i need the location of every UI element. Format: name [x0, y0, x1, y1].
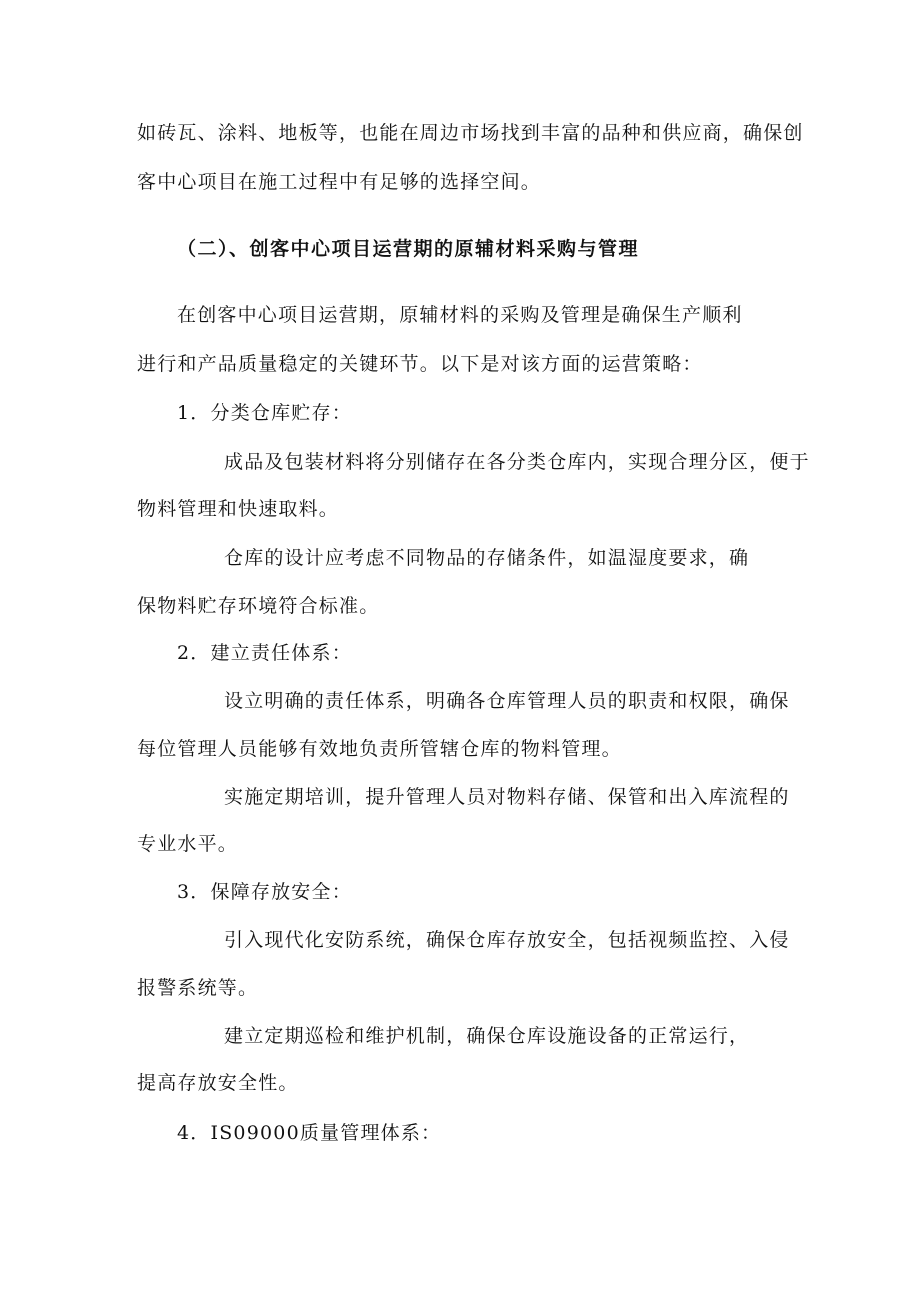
- paragraph-line: 保物料贮存环境符合标准。: [137, 595, 380, 617]
- paragraph-line: 设立明确的责任体系，明确各仓库管理人员的职责和权限，确保: [224, 690, 790, 712]
- list-item-title: 4．IS09000质量管理体系：: [177, 1122, 442, 1144]
- paragraph-line: 物料管理和快速取料。: [137, 498, 340, 520]
- list-item-title: 1．分类仓库贮存：: [177, 402, 352, 424]
- paragraph-line: 建立定期巡检和维护机制，确保仓库设施设备的正常运行，: [224, 1025, 750, 1047]
- list-item-title: 2．建立责任体系：: [177, 642, 352, 664]
- paragraph-line: 成品及包装材料将分别储存在各分类仓库内，实现合理分区，便于: [224, 451, 810, 473]
- paragraph-line: 在创客中心项目运营期，原辅材料的采购及管理是确保生产顺利: [177, 304, 743, 326]
- paragraph-line: 仓库的设计应考虑不同物品的存储条件，如温湿度要求，确: [224, 547, 750, 569]
- paragraph-line: 如砖瓦、涂料、地板等，也能在周边市场找到丰富的品种和供应商，确保创: [137, 122, 804, 144]
- paragraph-line: 实施定期培训，提升管理人员对物料存储、保管和出入库流程的: [224, 786, 790, 808]
- paragraph-line: 报警系统等。: [137, 977, 259, 999]
- paragraph-line: 进行和产品质量稳定的关键环节。以下是对该方面的运营策略：: [137, 353, 703, 375]
- paragraph-line: 客中心项目在施工过程中有足够的选择空间。: [137, 171, 542, 193]
- list-item-title: 3．保障存放安全：: [177, 881, 352, 903]
- paragraph-line: 每位管理人员能够有效地负责所管辖仓库的物料管理。: [137, 738, 622, 760]
- section-heading: （二）、创客中心项目运营期的原辅材料采购与管理: [177, 238, 640, 260]
- paragraph-line: 引入现代化安防系统，确保仓库存放安全，包括视频监控、入侵: [224, 929, 790, 951]
- paragraph-line: 专业水平。: [137, 833, 239, 855]
- paragraph-line: 提高存放安全性。: [137, 1072, 299, 1094]
